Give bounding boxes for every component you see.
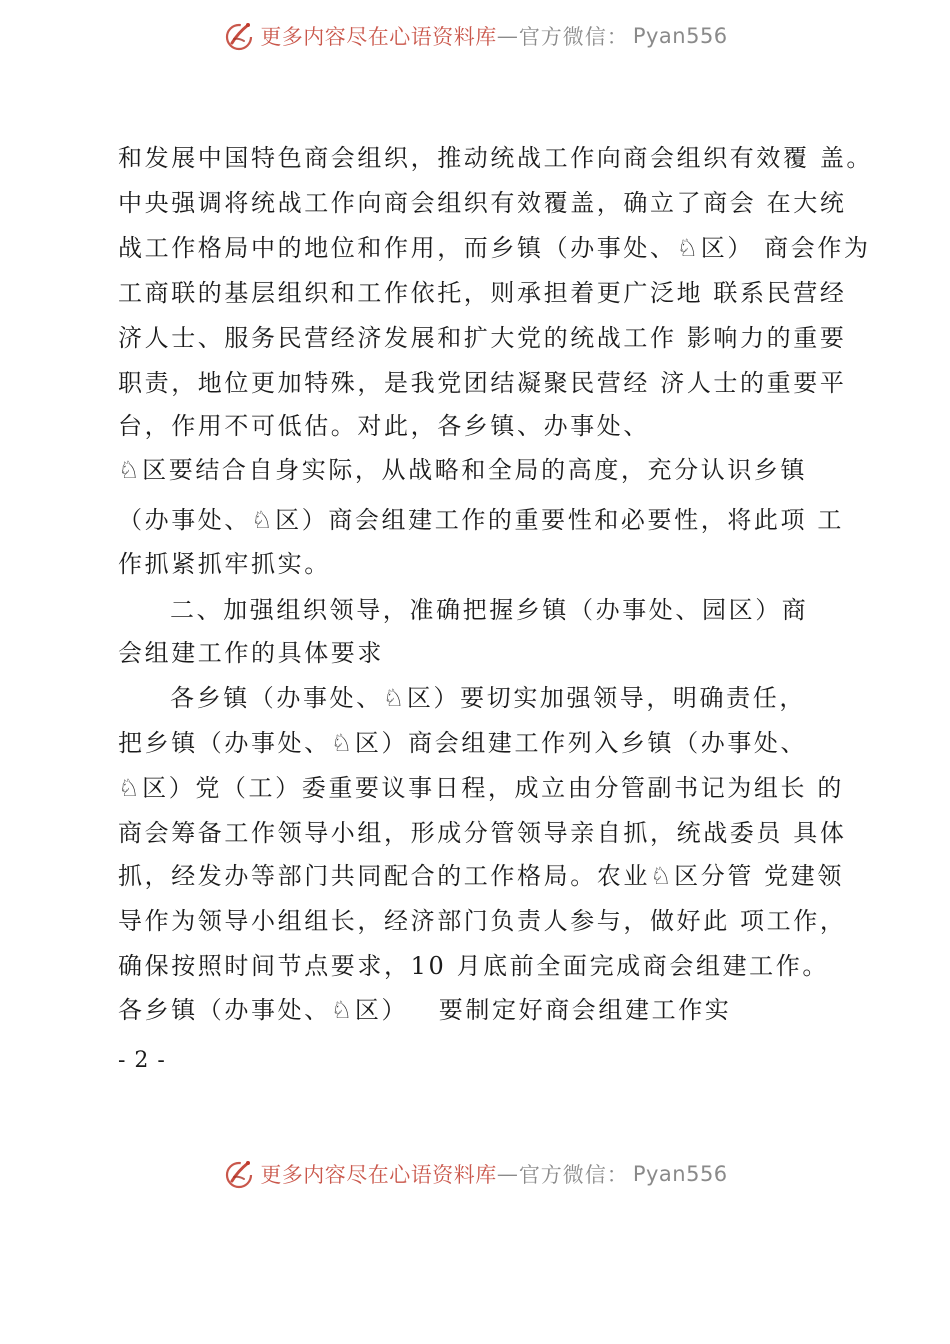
text-line: 和发展中国特色商会组织，推动统战工作向商会组织有效覆 盖。 [118,144,874,172]
watermark-dash: — [496,1162,519,1186]
text-line: 作抓紧抓牢抓实。 [118,550,331,578]
watermark-gray-text: 官方微信： [518,1163,629,1187]
text-line: 济人士、服务民营经济发展和扩大党的统战工作 影响力的重要 [118,324,847,352]
watermark-dash: — [496,24,519,48]
page-number: - 2 - [118,1048,166,1073]
section-heading: 二、加强组织领导，准确把握乡镇（办事处、园区）商 [170,596,809,624]
text-line: 确保按照时间节点要求，10 月底前全面完成商会组建工作。 [118,952,829,980]
calligraphy-brush-icon [222,19,256,53]
text-line: 把乡镇（办事处、♘区）商会组建工作列入乡镇（办事处、 [118,729,808,757]
section-heading-cont: 会组建工作的具体要求 [118,639,384,667]
watermark-gray-text: 官方微信： [518,25,629,49]
text-line: 各乡镇（办事处、♘区） 要制定好商会组建工作实 [118,996,732,1024]
watermark-banner-top [0,16,950,56]
calligraphy-brush-icon [222,1157,256,1191]
text-line: 商会筹备工作领导小组，形成分管领导亲自抓，统战委员 具体 [118,819,847,847]
watermark-red-text: 更多内容尽在心语资料库 [260,25,497,49]
text-line: 中央强调将统战工作向商会组织有效覆盖，确立了商会 在大统 [118,189,847,217]
text-line: 工商联的基层组织和工作依托，则承担着更广泛地 联系民营经 [118,279,847,307]
watermark-banner-bottom [0,1154,950,1194]
watermark-wechat-id: Pyan556 [632,24,728,48]
text-line: 台，作用不可低估。对此，各乡镇、办事处、 [118,412,650,440]
text-line: ♘区）党（工）委重要议事日程，成立由分管副书记为组长 的 [118,774,844,802]
text-line: 抓，经发办等部门共同配合的工作格局。农业♘区分管 党建领 [118,862,844,890]
text-line: （办事处、♘区）商会组建工作的重要性和必要性，将此项 工 [118,506,844,534]
watermark-red-text: 更多内容尽在心语资料库 [260,1163,497,1187]
text-line: 职责，地位更加特殊，是我党团结凝聚民营经 济人士的重要平 [118,369,847,397]
text-line: ♘区要结合自身实际，从战略和全局的高度，充分认识乡镇 [118,456,808,484]
watermark-wechat-id: Pyan556 [632,1162,728,1186]
paragraph-start: 各乡镇（办事处、♘区）要切实加强领导，明确责任， [170,684,806,712]
text-line: 战工作格局中的地位和作用，而乡镇（办事处、♘区） 商会作为 [118,234,871,262]
text-line: 导作为领导小组组长，经济部门负责人参与，做好此 项工作， [118,907,847,935]
